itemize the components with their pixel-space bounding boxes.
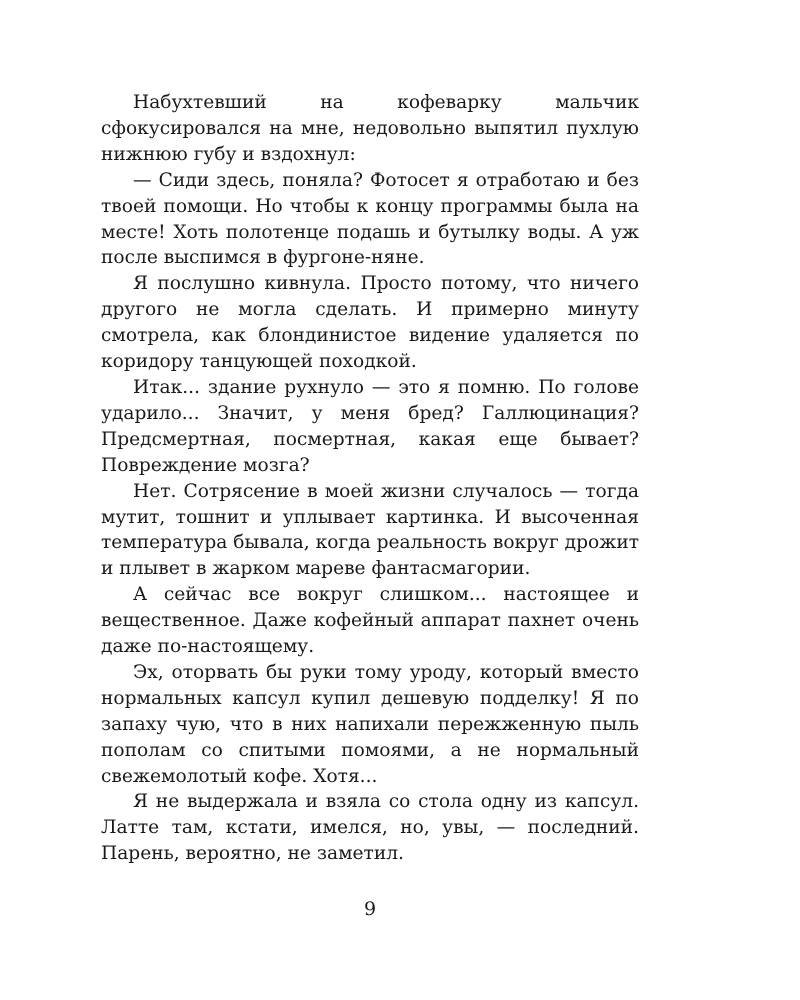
- paragraph-4: Итак... здание рухнуло — это я помню. По голове ударило... Значит, у меня бред? Галлюцинация? Предсмертная, посмертная, какая еще бывает? Повреждение мозга?: [101, 376, 639, 476]
- paragraph-3: Я послушно кивнула. Просто потому, что ничего другого не могла сделать. И примерно минуту смотрела, как блондинистое видение удаляется по коридору танцующей походкой.: [101, 273, 639, 373]
- paragraph-6: А сейчас все вокруг слишком... настоящее и вещественное. Даже кофейный аппарат пахнет очень даже по-настоящему.: [101, 584, 639, 658]
- paragraph-5: Нет. Сотрясение в моей жизни случалось — тогда мутит, тошнит и уплывает картинка. И высоченная температура бывала, когда реальность вокруг дрожит и плывет в жарком мареве фантасмагории.: [101, 480, 639, 580]
- paragraph-2: — Сиди здесь, поняла? Фотосет я отработаю и без твоей помощи. Но чтобы к концу программы была на месте! Хоть полотенце подашь и бутылку воды. А уж после выспимся в фургоне-няне.: [101, 169, 639, 269]
- page-number: 9: [363, 898, 377, 920]
- paragraph-7: Эх, оторвать бы руки тому уроду, который вместо нормальных капсул купил дешевую подделку! Я по запаху чую, что в них напихали пережженную пыль пополам со спитыми помоями, а не нормальный свежемолотый кофе. Хотя...: [101, 661, 639, 787]
- paragraph-1: Набухтевший на кофеварку мальчик сфокусировался на мне, недовольно выпятил пухлую нижнюю губу и вздохнул:: [101, 92, 639, 165]
- paragraph-8: Я не выдержала и взяла со стола одну из капсул. Латте там, кстати, имелся, но, увы, — последний. Парень, вероятно, не заметил.: [101, 791, 639, 865]
- body-text: [101, 90, 639, 867]
